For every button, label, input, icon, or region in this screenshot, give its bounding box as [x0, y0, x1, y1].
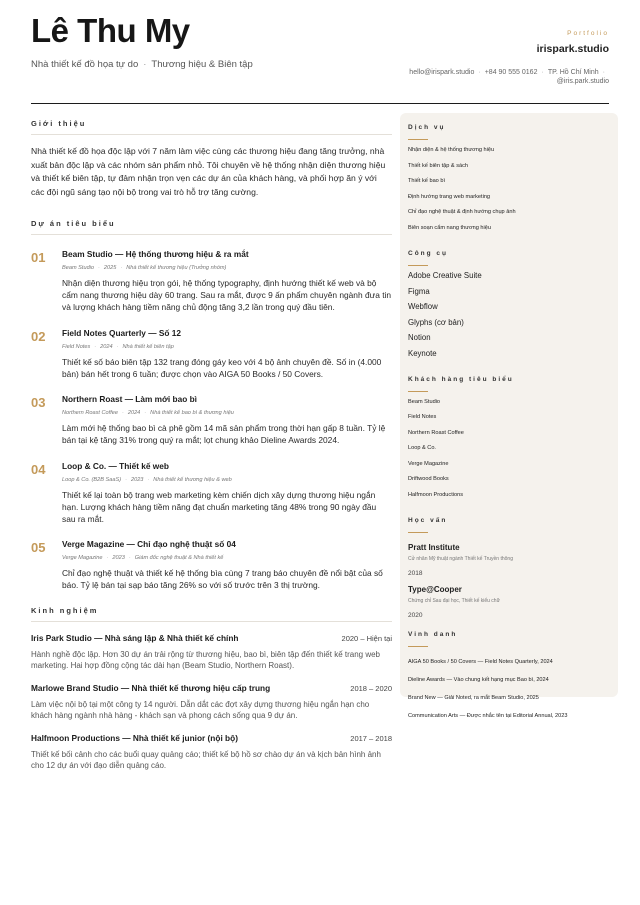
separator-dot: · — [147, 476, 150, 483]
separator-dot: · — [602, 69, 605, 76]
projects-list — [31, 249, 392, 592]
separator-dot: · — [121, 410, 124, 417]
project-item — [31, 328, 392, 381]
projects-heading: Dự án tiêu biểu — [31, 219, 116, 229]
awards-heading: Vinh danh — [408, 631, 458, 639]
service-item: Nhận diện & hệ thống thương hiệu — [408, 147, 495, 153]
tools-heading: Công cụ — [408, 250, 448, 257]
education-section — [408, 517, 610, 619]
project-meta — [62, 344, 392, 350]
section-divider — [31, 134, 392, 135]
project-number: 04 — [31, 461, 46, 477]
job-item — [31, 733, 392, 772]
project-title: Loop & Co. — Thiết kế web — [62, 460, 169, 471]
project-body — [62, 539, 392, 592]
service-item: Thiết kế biên tập & sách — [408, 162, 469, 169]
intro-heading: Giới thiệu — [31, 119, 87, 128]
section-divider — [31, 234, 392, 235]
job-role: Marlowe Brand Studio — Nhà thiết kế thương hiệu cấp trung — [31, 682, 271, 693]
project-client: Loop & Co. (B2B SaaS) — [62, 476, 122, 483]
person-name: Lê Thu My — [31, 12, 190, 49]
tools-section — [408, 250, 610, 362]
job-header — [31, 633, 392, 643]
jobs-list — [31, 633, 392, 771]
projects-section — [31, 219, 392, 592]
project-description: Thiết kế số báo biên tập 132 trang đóng gáy keo với 4 bộ ảnh chuyên đề. Số in (4.000 bản) bán hết trong 6 tuần; được chọn vào AIGA 50 Books / 50 Covers. — [62, 356, 382, 379]
separator-dot: · — [478, 69, 481, 76]
service-item: Định hướng trang web marketing — [408, 193, 491, 200]
intro-text: Nhà thiết kế đồ họa độc lập với 7 năm làm việc cùng các thương hiệu đang tăng trưởng, nhà xuất bản độc lập và các nhóm sản phẩm nhỏ. Tôi chuyên về hệ thống nhận diện thương hiệu và thiết kế biên tập, tự đảm nhận trọn vẹn các dự án của khách hàng, và phối hợp ăn ý với các đội ngũ sáng tạo nội bộ trong vai trò hỗ trợ tăng cường. — [31, 146, 386, 197]
client-item: Halfmoon Productions — [408, 491, 464, 498]
project-body — [62, 328, 392, 381]
client-item: Northern Roast Coffee — [408, 429, 464, 436]
project-meta — [62, 555, 392, 561]
tool-item: Keynote — [408, 348, 437, 358]
contact-block — [394, 30, 609, 86]
project-description: Chỉ đạo nghệ thuật và thiết kế hệ thống bìa cùng 7 trang báo chuyên đề nổi bật của số báo. Tỷ lệ bán tại sạp báo tăng 26% so với số trước trên 3 thị trường. — [62, 568, 383, 591]
services-heading: Dịch vụ — [408, 124, 446, 131]
project-meta — [62, 477, 392, 483]
person-specialty: Thương hiệu & Biên tập — [151, 59, 253, 70]
project-year: 2024 — [127, 410, 141, 417]
education-item — [408, 585, 610, 619]
phone-link[interactable]: +84 90 555 0162 — [484, 69, 538, 76]
email-link[interactable]: hello@irispark.studio — [409, 69, 475, 76]
client-item: Loop & Co. — [408, 445, 436, 452]
contact-line — [394, 68, 609, 86]
service-item: Chỉ đạo nghệ thuật & định hướng chụp ảnh — [408, 209, 516, 215]
awards-list — [408, 653, 610, 725]
education-list — [408, 543, 610, 619]
education-degree: Chứng chỉ Sau đại học, Thiết kế kiểu chữ — [408, 598, 500, 605]
separator-dot: · — [128, 555, 131, 562]
tools-list — [408, 268, 610, 362]
separator-dot: · — [125, 476, 127, 483]
accent-line — [408, 391, 428, 392]
education-year: 2018 — [408, 570, 423, 578]
project-client: Field Notes — [62, 343, 91, 350]
project-number: 01 — [31, 250, 46, 266]
city: TP. Hồ Chí Minh — [547, 69, 599, 76]
education-heading: Học vấn — [408, 517, 448, 525]
project-number: 02 — [31, 328, 46, 344]
project-title: Field Notes Quarterly — Số 12 — [62, 327, 181, 338]
tool-item: Notion — [408, 333, 431, 343]
tool-item: Webflow — [408, 302, 438, 312]
person-subtitle — [31, 59, 253, 70]
project-description: Nhận diện thương hiệu trọn gói, hệ thống typography, định hướng thiết kế web và bộ cẩm nang thương hiệu dày 60 trang. Sau ra mắt, được 9 ấn phẩm chuyên ngành đưa tin và lượng khách hàng tiềm năng chủ động tăng 3,2 lần trong quý đầu tiên. — [62, 278, 392, 312]
project-item — [31, 394, 392, 447]
tool-item: Glyphs (cơ bản) — [408, 317, 464, 327]
education-school: Type@Cooper — [408, 585, 462, 595]
job-dates: 2017 – 2018 — [350, 733, 392, 743]
education-school: Pratt Institute — [408, 543, 460, 553]
separator-dot: · — [106, 555, 109, 562]
education-item — [408, 543, 610, 577]
job-dates: 2020 – Hiện tại — [341, 633, 392, 643]
services-list — [408, 143, 610, 236]
project-number: 03 — [31, 395, 46, 411]
project-role: Nhà thiết kế thương hiệu & web — [153, 476, 232, 483]
project-role: Nhà thiết kế bao bì & thương hiệu — [150, 410, 234, 417]
project-title: Northern Roast — Làm mới bao bì — [62, 394, 197, 405]
job-item — [31, 683, 392, 722]
header-divider — [31, 103, 609, 104]
project-year: 2023 — [112, 555, 125, 562]
job-description: Hành nghề độc lập. Hơn 30 dự án trải rộng từ thương hiệu, bao bì, biên tập đến thiết kế trang web marketing. Hai hợp đồng cộng tác dài hạn (Beam Studio, Northern Roast). — [31, 649, 381, 671]
project-client: Beam Studio — [62, 265, 95, 272]
client-item: Driftwood Books — [408, 476, 449, 483]
project-year: 2024 — [100, 343, 113, 350]
project-meta — [62, 410, 392, 416]
separator-dot: · — [144, 410, 147, 417]
separator-dot: · — [143, 59, 147, 70]
services-section — [408, 124, 610, 236]
experience-section — [31, 606, 392, 771]
clients-section — [408, 376, 610, 504]
social-handle-link[interactable]: @iris.park.studio — [556, 78, 609, 85]
tool-item: Adobe Creative Suite — [408, 271, 482, 280]
service-item: Biên soạn cẩm nang thương hiệu — [408, 224, 491, 231]
award-item: Communication Arts — Được nhắc tên tại Editorial Annual, 2023 — [408, 713, 568, 720]
job-role: Iris Park Studio — Nhà sáng lập & Nhà thiết kế chính — [31, 632, 239, 643]
main-column — [31, 119, 392, 771]
project-title: Verge Magazine — Chỉ đạo nghệ thuật số 04 — [62, 539, 236, 550]
job-role: Halfmoon Productions — Nhà thiết kế junior (nội bộ) — [31, 732, 238, 743]
intro-section — [31, 119, 392, 199]
education-year: 2020 — [408, 612, 423, 620]
job-dates: 2018 – 2020 — [350, 683, 392, 693]
portfolio-label: Portfolio — [567, 30, 609, 37]
project-item — [31, 461, 392, 525]
project-year: 2025 — [103, 265, 117, 272]
separator-dot: · — [98, 265, 100, 272]
project-year: 2023 — [130, 476, 144, 483]
awards-section — [408, 631, 610, 725]
project-client: Northern Roast Coffee — [62, 410, 118, 417]
project-description: Thiết kế lại toàn bộ trang web marketing kèm chiến dịch xây dựng thương hiệu ngắn hạn. Lượng khách hàng tiềm năng đạt chuẩn marketing tăng 48% trong 90 ngày đầu sau ra mắt. — [62, 489, 377, 524]
separator-dot: · — [94, 343, 97, 350]
project-body — [62, 461, 392, 525]
project-role: Giám đốc nghệ thuật & Nhà thiết kế — [134, 555, 224, 562]
project-meta — [62, 265, 392, 271]
project-item — [31, 539, 392, 592]
client-item: Beam Studio — [408, 398, 441, 405]
education-degree: Cử nhân Mỹ thuật ngành Thiết kế Truyền thông — [408, 556, 513, 563]
accent-line — [408, 532, 428, 533]
project-body — [62, 394, 392, 447]
project-client: Verge Magazine — [62, 555, 103, 562]
award-item: Dieline Awards — Vào chung kết hạng mục Bao bì, 2024 — [408, 677, 549, 684]
client-item: Verge Magazine — [408, 460, 449, 467]
project-item — [31, 249, 392, 313]
project-description: Làm mới hệ thống bao bì cà phê gồm 14 mã sản phẩm trong thời hạn gấp 8 tuần. Tỷ lệ bán tại kệ tăng 31% trong quý ra mắt; lọt chung khảo Dieline Awards 2024. — [62, 423, 386, 446]
portfolio-site-link[interactable]: irispark.studio — [536, 43, 609, 55]
project-number: 05 — [31, 540, 46, 556]
award-item: Brand New — Giải Noted, ra mắt Beam Studio, 2025 — [408, 695, 539, 702]
separator-dot: · — [116, 343, 119, 350]
project-role: Nhà thiết kế biên tập — [122, 343, 174, 350]
service-item: Thiết kế bao bì — [408, 178, 446, 184]
clients-heading: Khách hàng tiêu biểu — [408, 375, 514, 383]
job-header — [31, 683, 392, 693]
project-body — [62, 249, 392, 313]
job-item — [31, 633, 392, 672]
client-item: Field Notes — [408, 414, 437, 421]
accent-line — [408, 139, 428, 140]
job-description: Thiết kế bối cảnh cho các buổi quay quảng cáo; thiết kế bộ hồ sơ chào dự án và kịch bản hình ảnh cho 12 dự án với đạo diễn quảng cáo. — [31, 749, 381, 770]
job-description: Làm việc nội bộ tại một công ty 14 người. Dẫn dắt các đợt xây dựng thương hiệu ngắn hạn cho khách hàng ngành nhà hàng - khách sạn và phong cách sống qua 9 dự án. — [31, 699, 370, 721]
section-divider — [31, 621, 392, 622]
experience-heading: Kinh nghiệm — [31, 605, 99, 615]
tool-item: Figma — [408, 286, 430, 296]
sidebar — [400, 113, 618, 720]
accent-line — [408, 265, 428, 266]
clients-list — [408, 395, 610, 504]
separator-dot: · — [120, 265, 123, 272]
award-item: AIGA 50 Books / 50 Covers — Field Notes Quarterly, 2024 — [408, 659, 553, 666]
job-header — [31, 733, 392, 743]
project-role: Nhà thiết kế thương hiệu (Trưởng nhóm) — [126, 265, 227, 272]
separator-dot: · — [541, 69, 544, 76]
person-role: Nhà thiết kế đồ họa tự do — [31, 59, 139, 70]
accent-line — [408, 646, 428, 647]
project-title: Beam Studio — Hệ thống thương hiệu & ra mắt — [62, 249, 249, 260]
